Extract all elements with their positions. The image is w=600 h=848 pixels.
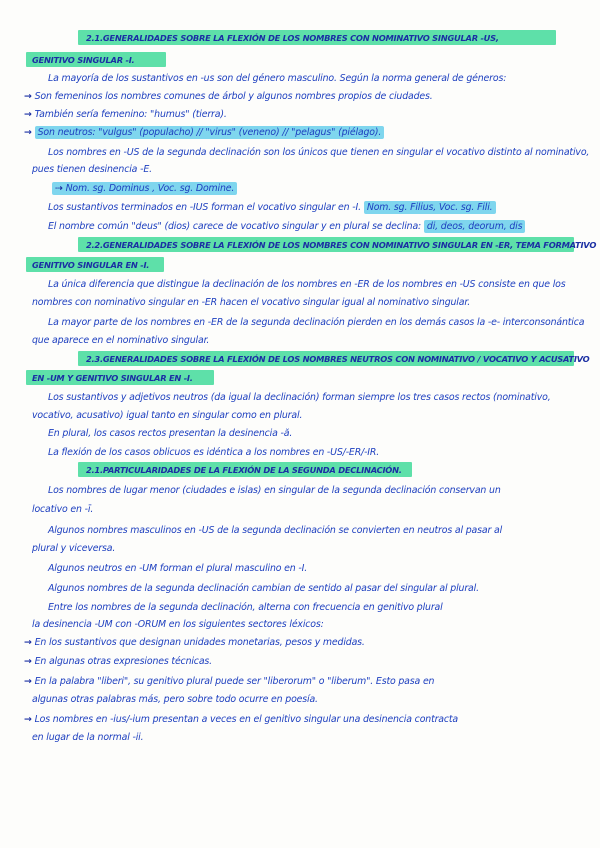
arrow-icon: → [24,91,32,102]
bullet-line [24,126,384,139]
text-line [48,201,496,214]
text-line: La flexión de los casos oblicuos es idéntica a los nombres en -US/-ER/-IR. [48,447,380,458]
bullet-line [24,636,365,649]
text-line: La mayor parte de los nombres en -ER de la segunda declinación pierden en los demás casos la -e- interconsonántica [48,317,585,328]
text-line [48,220,525,233]
section-subtitle: GENITIVO SINGULAR -I. [32,55,135,65]
bullet-text: También sería femenino: "humus" (tierra). [34,109,227,120]
bullet-line [24,675,434,688]
text-line: Algunos neutros en -UM forman el plural masculino en -I. [48,563,308,574]
text-line: que aparece en el nominativo singular. [32,335,210,346]
arrow-icon: → [24,127,32,138]
arrow-icon: → [24,109,32,120]
text-line: La única diferencia que distingue la declinación de los nombres en -ER de los nombres en -US consiste en que los [48,279,566,290]
text-line: Entre los nombres de la segunda declinación, alterna con frecuencia en genitivo plural [48,602,443,613]
example-text: Nom. sg. Dominus , Voc. sg. Domine. [65,183,235,194]
text-line: Los nombres de lugar menor (ciudades e islas) en singular de la segunda declinación conservan un [48,485,501,496]
example-text: Nom. sg. Filius, Voc. sg. Fili. [364,201,496,214]
bullet-text: En los sustantivos que designan unidades monetarias, pesos y medidas. [34,637,365,648]
bullet-text: En la palabra "liberi", su genitivo plural puede ser "liberorum" o "liberum". Esto pasa en [34,676,435,687]
text-line: En plural, los casos rectos presentan la desinencia -ă. [48,428,293,439]
bullet-text: Son neutros: "vulgus" (populacho) // "virus" (veneno) // "pelagus" (piélago). [35,126,385,139]
bullet-line [24,90,433,103]
arrow-dashed-icon: ⇢ [55,183,63,194]
text-line: plural y viceversa. [32,543,116,554]
text-span: El nombre común "deus" (dios) carece de vocativo singular y en plural se declina: [48,221,422,232]
text-line: nombres con nominativo singular en -ER hacen el vocativo singular igual al nominativo singular. [32,297,471,308]
section-title-2-3: 2.3.GENERALIDADES SOBRE LA FLEXIÓN DE LOS NOMBRES NEUTROS CON NOMINATIVO / VOCATIVO Y ACUSATIVO [86,354,590,364]
arrow-icon: → [24,676,32,687]
text-line: en lugar de la normal -ii. [32,732,144,743]
bullet-text: En algunas otras expresiones técnicas. [34,656,212,667]
text-line: Algunos nombres masculinos en -US de la segunda declinación se convierten en neutros al pasar al [48,525,503,536]
text-span: Los sustantivos terminados en -IUS forman el vocativo singular en -I. [48,202,361,213]
bullet-line [52,182,237,195]
text-line: La mayoría de los sustantivos en -us son del género masculino. Según la norma general de géneros: [48,73,507,84]
section-title-2-1 [86,32,499,44]
example-text: di, deos, deorum, dis [424,220,525,233]
text-line: vocativo, acusativo) igual tanto en singular como en plural. [32,410,303,421]
bullet-text: Son femeninos los nombres comunes de árbol y algunos nombres propios de ciudades. [34,91,433,102]
text-line: Algunos nombres de la segunda declinación cambian de sentido al pasar del singular al plural. [48,583,479,594]
section-title-2-2: 2.2.GENERALIDADES SOBRE LA FLEXIÓN DE LOS NOMBRES CON NOMINATIVO SINGULAR EN -ER, TEMA FORMATIVO [86,240,597,250]
text-line: locativo en -ī. [32,504,94,515]
text-line: la desinencia -UM con -ORUM en los siguientes sectores léxicos: [32,619,324,630]
text-line: Los sustantivos y adjetivos neutros (da igual la declinación) forman siempre los tres casos rectos (nominativo, [48,392,551,403]
arrow-icon: → [24,656,32,667]
bullet-line [24,655,212,668]
bullet-line [24,713,458,726]
section-title-text: 2.1.GENERALIDADES SOBRE LA FLEXIÓN DE LOS NOMBRES CON NOMINATIVO SINGULAR -US, [86,33,499,43]
bullet-text: Los nombres en -ius/-ium presentan a veces en el genitivo singular una desinencia contracta [34,714,459,725]
text-line: pues tienen desinencia -E. [32,164,152,175]
section-subtitle: GENITIVO SINGULAR EN -I. [32,260,150,270]
arrow-icon: → [24,637,32,648]
arrow-icon: → [24,714,32,725]
section-title-particularidades: 2.1.PARTICULARIDADES DE LA FLEXIÓN DE LA SEGUNDA DECLINACIÓN. [86,465,402,475]
text-line: Los nombres en -US de la segunda declinación son los únicos que tienen en singular el vocativo distinto al nominativo, [48,147,590,158]
text-line: algunas otras palabras más, pero sobre todo ocurre en poesía. [32,694,318,705]
bullet-line [24,108,227,121]
section-subtitle: EN -UM Y GENITIVO SINGULAR EN -I. [32,373,193,383]
example-highlight [52,182,237,195]
